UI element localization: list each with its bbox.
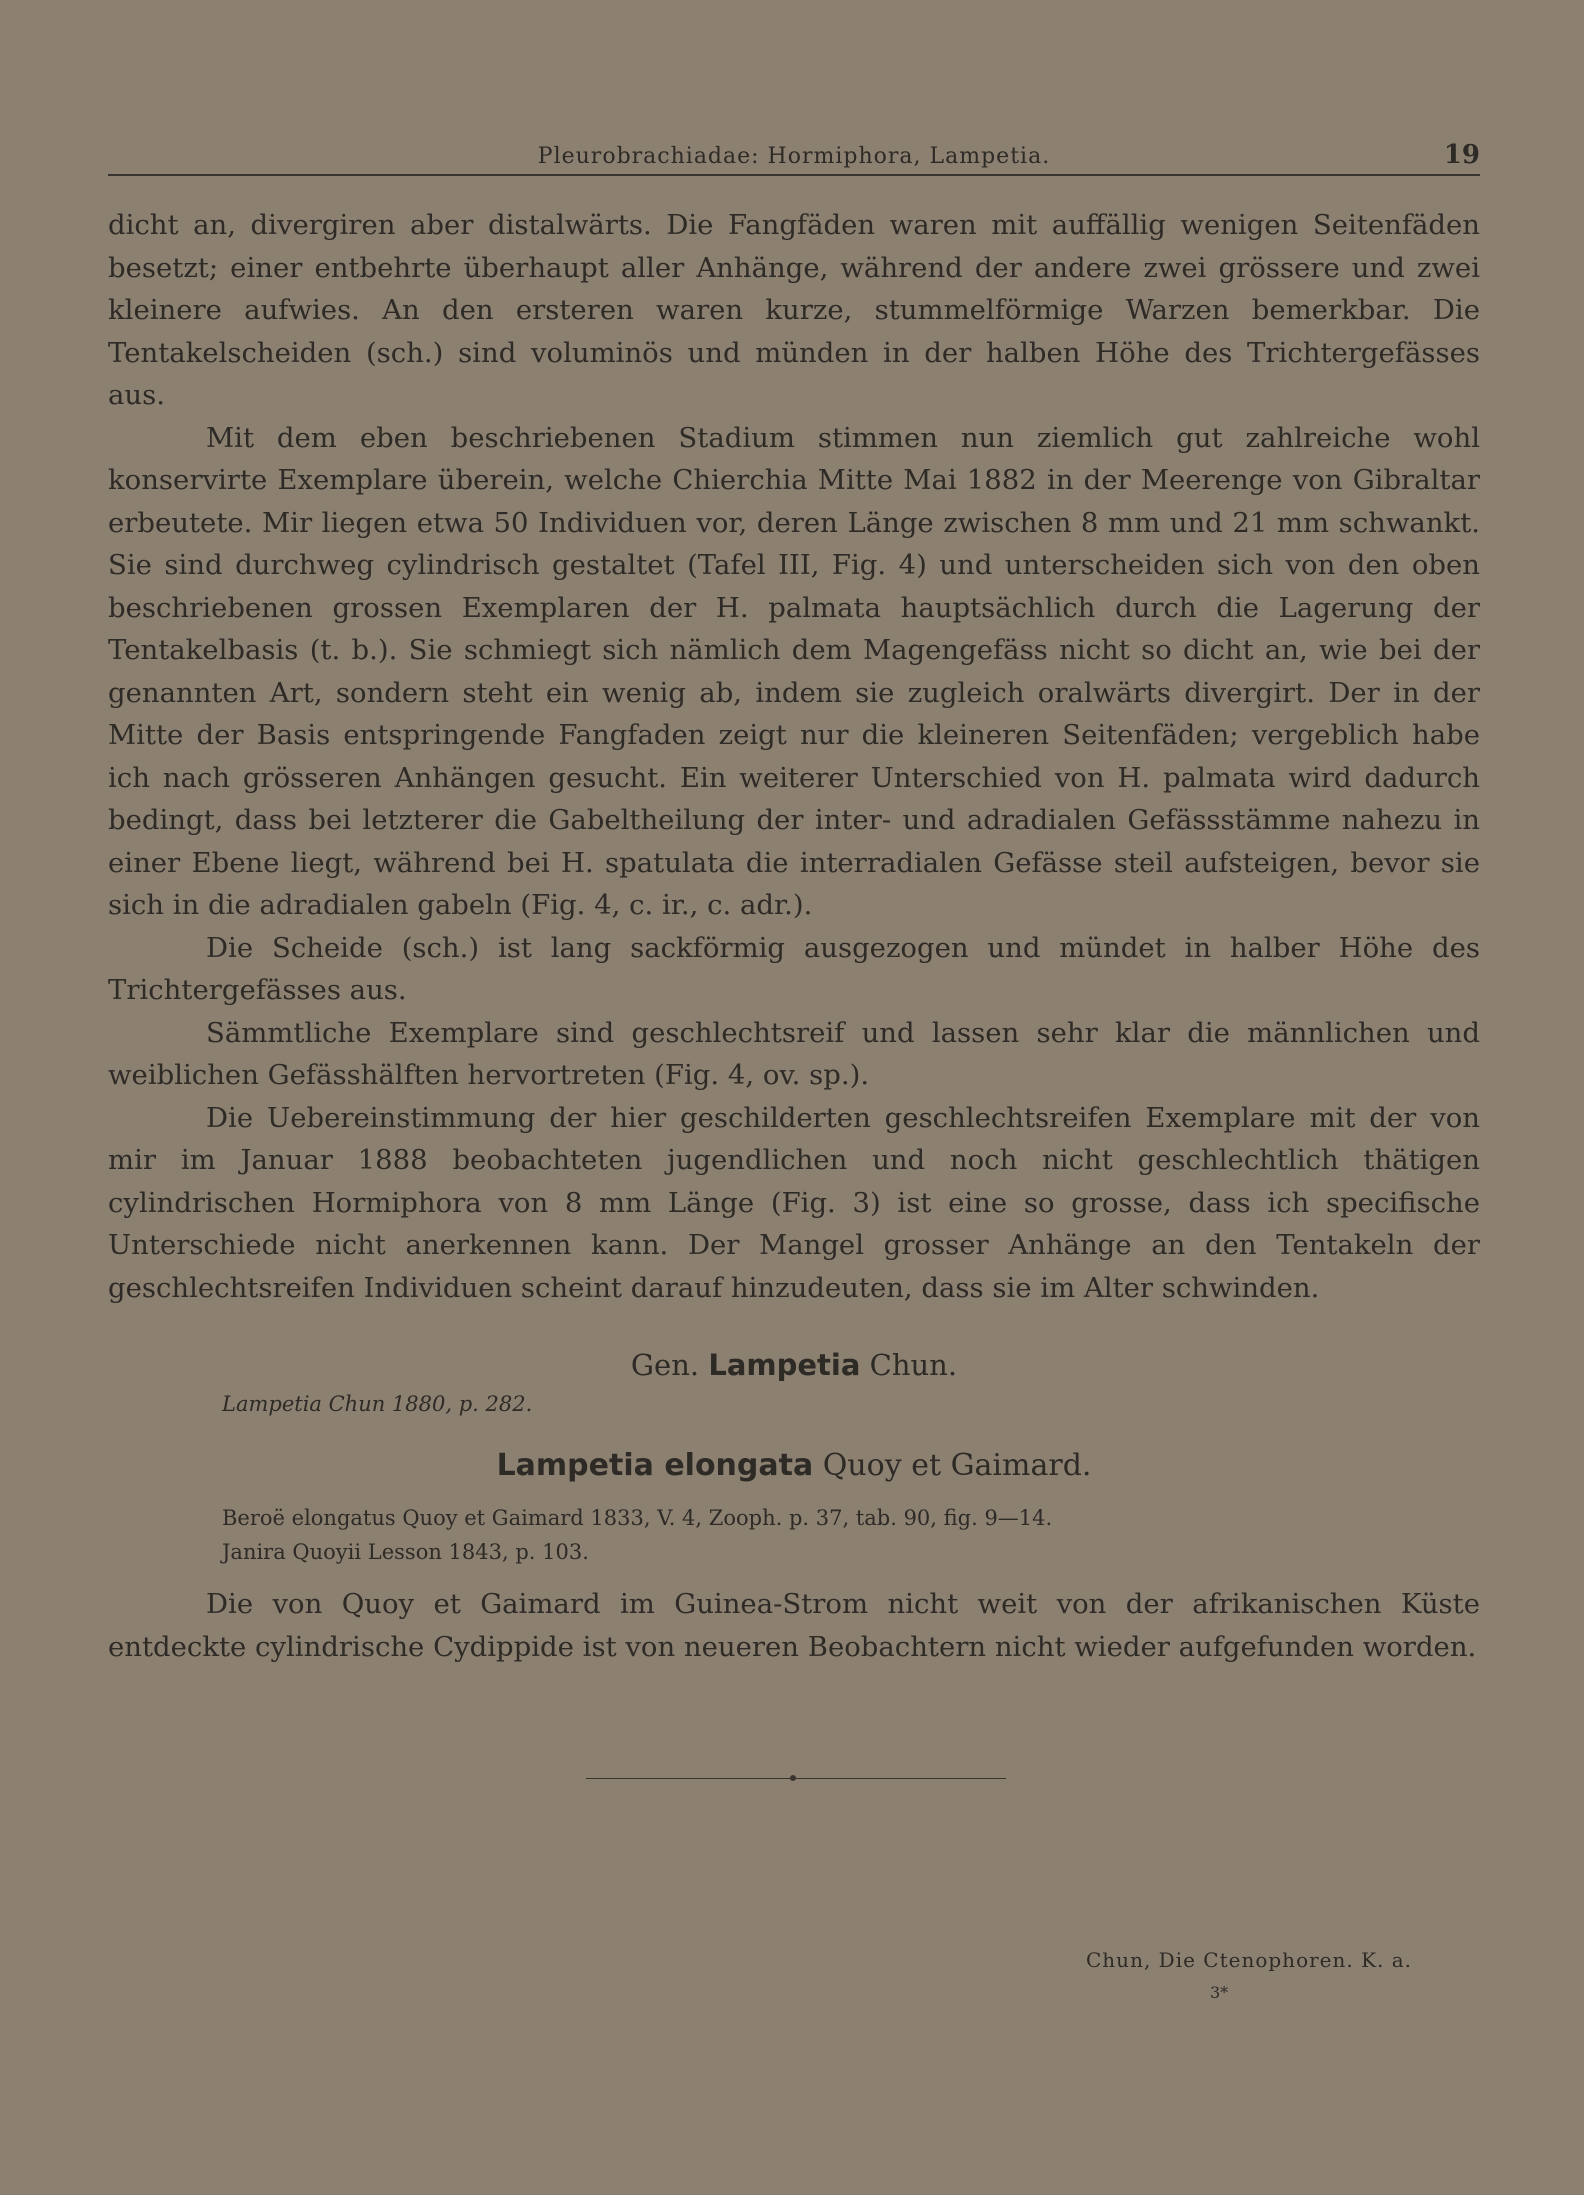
running-title: Pleurobrachiadae: Hormiphora, Lampetia. <box>537 144 1051 169</box>
paragraph-2: Mit dem eben beschriebenen Stadium stimmen nun ziemlich gut zahlreiche wohl konservirte Exemplare überein, welche Chierchia Mitte Mai 1882 in der Meerenge von Gibraltar erbeutete. Mir liegen etwa 50 Individuen vor, deren Länge zwischen 8 mm und 21 mm schwankt. Sie sind durchweg cylindrisch gestaltet (Tafel III, Fig. 4) und unterscheiden sich von den oben beschriebenen grossen Exemplaren der H. palmata hauptsächlich durch die Lagerung der Tentakelbasis (t. b.). Sie schmiegt sich nämlich dem Magengefäss nicht so dicht an, wie bei der genannten Art, sondern steht ein wenig ab, indem sie zugleich oralwärts divergirt. Der in der Mitte der Basis entspringende Fangfaden zeigt nur die kleineren Seitenfäden; vergeblich habe ich nach grösseren Anhängen gesucht. Ein weiterer Unterschied von H. palmata wird dadurch bedingt, dass bei letzterer die Gabeltheilung der inter- und adradialen Gefässstämme nahezu in einer Ebene liegt, während bei H. spatulata die interradialen Gefässe steil aufsteigen, bevor sie sich in die adradialen gabeln (Fig. 4, c. ir., c. adr.). <box>108 421 1480 921</box>
section-divider <box>586 1778 1006 1779</box>
genus-synonym-text: Lampetia Chun 1880, p. 282. <box>222 1392 533 1416</box>
paragraph-1: dicht an, divergiren aber distalwärts. Die Fangfäden waren mit auffällig wenigen Seitenfäden besetzt; einer entbehrte überhaupt aller Anhänge, während der andere zwei grössere und zwei kleinere aufwies. An den ersteren waren kurze, stummelförmige Warzen bemerkbar. Die Tentakelscheiden (sch.) sind voluminös und münden in der halben Höhe des Trichtergefässes aus. <box>108 209 1480 411</box>
paragraph-5: Die Uebereinstimmung der hier geschilderten geschlechtsreifen Exemplare mit der von mir im Januar 1888 beobachteten jugendlichen und noch nicht geschlechtlich thätigen cylindrischen Hormiphora von 8 mm Länge (Fig. 3) ist eine so grosse, dass ich specifische Unterschiede nicht anerkennen kann. Der Mangel grosser Anhänge an den Tentakeln der geschlechtsreifen Individuen scheint darauf hinzudeuten, dass sie im Alter schwinden. <box>108 1101 1480 1304</box>
synonym-1: Beroë elongatus Quoy et Gaimard 1833, V. 4, Zooph. p. 37, tab. 90, fig. 9—14. <box>222 1506 1053 1530</box>
header-rule <box>108 174 1480 176</box>
genus-synonym <box>222 1387 1480 1421</box>
page-number: 19 <box>1443 140 1480 170</box>
species-heading <box>108 1443 1480 1489</box>
paragraph-4: Sämmtliche Exemplare sind geschlechtsreif und lassen sehr klar die männlichen und weiblichen Gefässhälften hervortreten (Fig. 4, ov. sp.). <box>108 1016 1480 1091</box>
species-author: Quoy et Gaimard. <box>822 1448 1092 1483</box>
genus-author: Chun. <box>869 1348 958 1382</box>
genus-prefix: Gen. <box>630 1348 700 1382</box>
divider-ornament <box>790 1775 796 1781</box>
paragraph-3: Die Scheide (sch.) ist lang sackförmig ausgezogen und mündet in halber Höhe des Trichtergefässes aus. <box>108 931 1480 1006</box>
species-paragraph: Die von Quoy et Gaimard im Guinea-Strom nicht weit von der afrikanischen Küste entdeckte cylindrische Cydippide ist von neueren Beobachtern nicht wieder aufgefunden worden. <box>108 1588 1480 1663</box>
body-text <box>108 204 1480 1668</box>
page-header <box>108 138 1480 178</box>
species-synonymy <box>222 1501 1480 1569</box>
synonym-2: Janira Quoyii Lesson 1843, p. 103. <box>222 1540 589 1564</box>
species-name: Lampetia elongata <box>496 1448 814 1483</box>
genus-name: Lampetia <box>708 1348 861 1382</box>
printer-signature: Chun, Die Ctenophoren. K. a. <box>1086 1948 1413 1972</box>
genus-heading <box>108 1343 1480 1387</box>
sheet-mark: 3* <box>1210 1983 1229 2002</box>
